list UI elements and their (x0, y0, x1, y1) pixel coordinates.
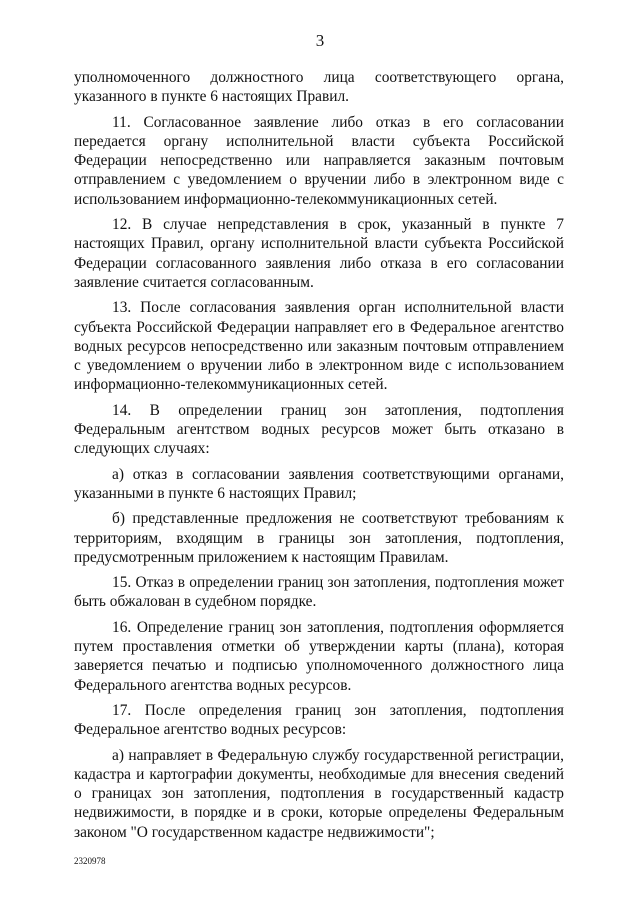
document-body (74, 68, 564, 848)
paragraph-14-b: б) представленные предложения не соответствуют требованиям к территориям, входящим в границы зон затопления, подтопления, предусмотренным приложением к настоящим Правилам. (74, 510, 564, 566)
paragraph-12: 12. В случае непредставления в срок, указанный в пункте 7 настоящих Правил, органу исполнительной власти субъекта Российской Федерации согласованного заявления либо отказа в его согласовании заявление считается согласованным. (74, 216, 564, 291)
paragraph-11: 11. Согласованное заявление либо отказ в его согласовании передается органу исполнительной власти субъекта Российской Федерации непосредственно или направляется заказным почтовым отправлением с уведомлением о вручении либо в электронном виде с использованием информационно-телекоммуникационных сетей. (74, 113, 564, 208)
paragraph-15: 15. Отказ в определении границ зон затопления, подтопления может быть обжалован в судебном порядке. (74, 574, 564, 611)
paragraph-13: 13. После согласования заявления орган исполнительной власти субъекта Российской Федерации направляет его в Федеральное агентство водных ресурсов непосредственно или заказным почтовым отправлением с уведомлением о вручении либо в электронном виде с использованием информационно-телекоммуникационных сетей. (74, 299, 564, 394)
paragraph-continuation: уполномоченного должностного лица соответствующего органа, указанного в пункте 6 настоящих Правил. (74, 69, 564, 106)
paragraph-14-a: а) отказ в согласовании заявления соответствующими органами, указанными в пункте 6 настоящих Правил; (74, 465, 564, 502)
document-code: 2320978 (74, 856, 106, 866)
paragraph-17-a: а) направляет в Федеральную службу государственной регистрации, кадастра и картографии документы, необходимые для внесения сведений о границах зон затопления, подтопления в государственный кадастр недвижимости, в порядке и в сроки, которые определены Федеральным законом "О государственном кадастре недвижимости"; (74, 746, 564, 841)
paragraph-14: 14. В определении границ зон затопления, подтопления Федеральным агентством водных ресурсов может быть отказано в следующих случаях: (74, 401, 564, 458)
page-number: 3 (315, 31, 325, 50)
paragraph-17: 17. После определения границ зон затопления, подтопления Федеральное агентство водных ресурсов: (74, 701, 564, 739)
paragraph-16: 16. Определение границ зон затопления, подтопления оформляется путем проставления отметки об утверждении карты (плана), которая заверяется печатью и подписью уполномоченного должностного лица Федерального агентства водных ресурсов. (74, 618, 564, 694)
